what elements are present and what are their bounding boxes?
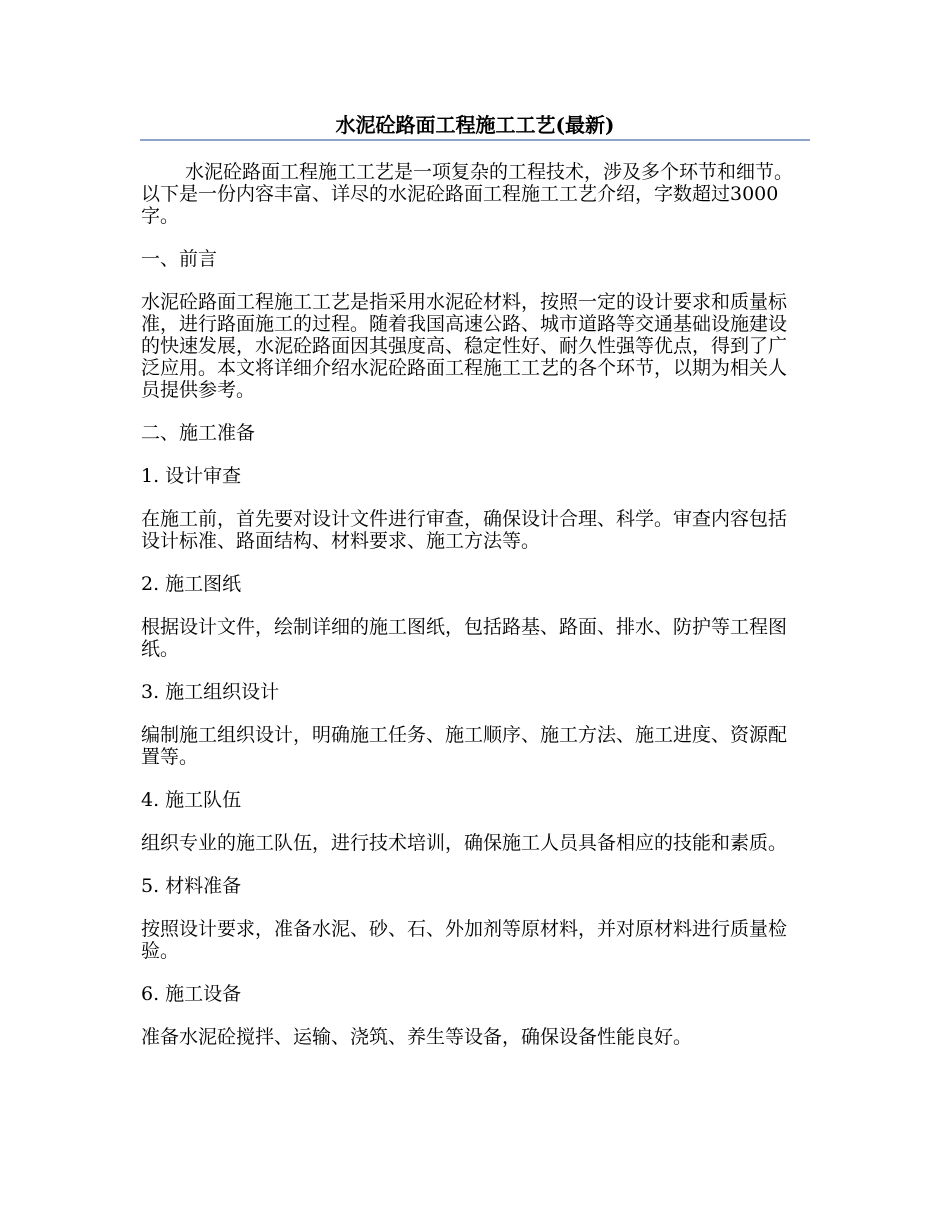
item-heading-equipment: 6. 施工设备 — [141, 983, 242, 1005]
item-body-equipment: 准备水泥砼搅拌、运输、浇筑、养生等设备，确保设备性能良好。 — [141, 1026, 693, 1048]
item-body-materials: 按照设计要求，准备水泥、砂、石、外加剂等原材料，并对原材料进行质量检验。 — [141, 918, 788, 962]
section-heading-preparation: 二、施工准备 — [141, 422, 256, 444]
document-title: 水泥砼路面工程施工工艺(最新) — [335, 113, 615, 137]
item-body-drawings: 根据设计文件，绘制详细的施工图纸，包括路基、路面、排水、防护等工程图纸。 — [141, 616, 788, 660]
item-heading-organization-design: 3. 施工组织设计 — [141, 681, 280, 703]
document-body — [141, 161, 801, 1069]
item-heading-drawings: 2. 施工图纸 — [141, 573, 242, 595]
intro-paragraph: 水泥砼路面工程施工工艺是一项复杂的工程技术，涉及多个环节和细节。以下是一份内容丰富、详尽的水泥砼路面工程施工工艺介绍，字数超过3000字。 — [141, 161, 794, 227]
item-body-organization-design: 编制施工组织设计，明确施工任务、施工顺序、施工方法、施工进度、资源配置等。 — [141, 724, 788, 768]
title-underline — [140, 139, 810, 141]
item-heading-materials: 5. 材料准备 — [141, 875, 242, 897]
preface-paragraph: 水泥砼路面工程施工工艺是指采用水泥砼材料，按照一定的设计要求和质量标准，进行路面施工的过程。随着我国高速公路、城市道路等交通基础设施建设的快速发展，水泥砼路面因其强度高、稳定性好、耐久性强等优点，得到了广泛应用。本文将详细介绍水泥砼路面工程施工工艺的各个环节，以期为相关人员提供参考。 — [141, 291, 788, 401]
item-body-team: 组织专业的施工队伍，进行技术培训，确保施工人员具备相应的技能和素质。 — [141, 832, 788, 854]
section-heading-preface: 一、前言 — [141, 248, 218, 270]
item-heading-design-review: 1. 设计审查 — [141, 465, 242, 487]
item-heading-team: 4. 施工队伍 — [141, 789, 242, 811]
item-body-design-review: 在施工前，首先要对设计文件进行审查，确保设计合理、科学。审查内容包括设计标准、路面结构、材料要求、施工方法等。 — [141, 508, 788, 552]
